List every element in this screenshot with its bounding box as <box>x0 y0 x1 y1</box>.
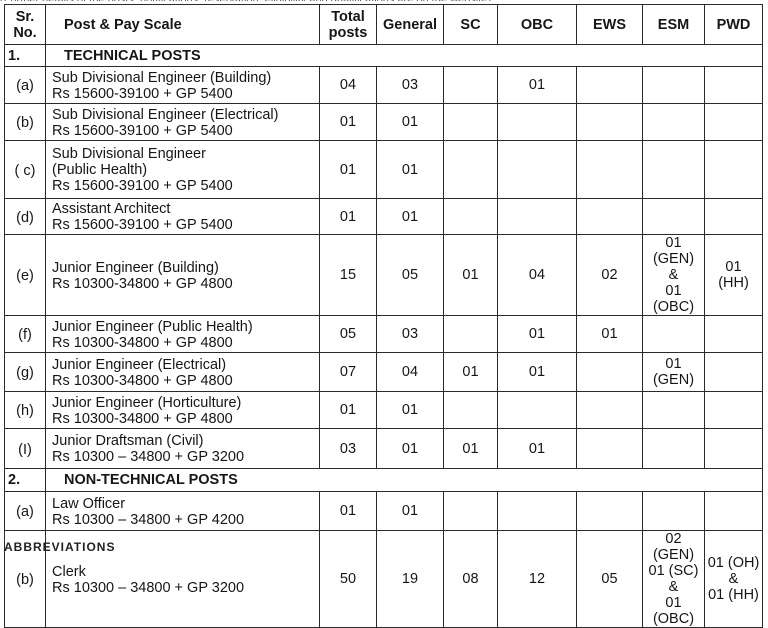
table-row <box>5 67 763 104</box>
table-row <box>5 141 763 199</box>
post-name: Sub Divisional Engineer <box>52 146 206 162</box>
sc-cell: 01 <box>444 429 498 469</box>
post-cell <box>46 316 320 353</box>
pay-scale: Rs 10300-34800 + GP 4800 <box>52 410 233 427</box>
post-name: Junior Engineer (Building) <box>52 259 219 276</box>
section-title: TECHNICAL POSTS <box>46 45 763 67</box>
post-cell <box>46 104 320 141</box>
pwd-cell-line: & <box>728 571 739 587</box>
general-cell: 19 <box>377 531 444 628</box>
post-cell <box>46 429 320 469</box>
col-header-post: Post & Pay Scale <box>46 5 320 45</box>
post-cell <box>46 67 320 104</box>
total-posts-cell: 01 <box>320 104 377 141</box>
ews-cell <box>577 392 643 429</box>
esm-cell <box>643 392 705 429</box>
pay-scale: Rs 10300 – 34800 + GP 3200 <box>52 449 245 465</box>
col-header-sc: SC <box>444 5 498 45</box>
obc-cell: 01 <box>498 316 577 353</box>
obc-cell: 01 <box>498 353 577 392</box>
esm-cell-line: 01 (OBC) <box>652 595 695 627</box>
obc-cell <box>498 141 577 199</box>
sc-cell: 01 <box>444 235 498 316</box>
sc-cell <box>444 492 498 531</box>
pwd-cell <box>705 392 763 429</box>
col-header-esm: ESM <box>643 5 705 45</box>
general-cell: 04 <box>377 353 444 392</box>
post-cell <box>46 141 320 199</box>
ews-cell: 02 <box>577 235 643 316</box>
general-cell: 03 <box>377 67 444 104</box>
total-posts-cell: 50 <box>320 531 377 628</box>
section-row <box>5 45 763 67</box>
ews-cell: 01 <box>577 316 643 353</box>
esm-cell <box>643 67 705 104</box>
obc-cell <box>498 492 577 531</box>
pay-scale: Rs 10300-34800 + GP 4800 <box>52 372 233 389</box>
post-cell <box>46 492 320 531</box>
col-header-pwd: PWD <box>705 5 763 45</box>
sc-cell: 01 <box>444 353 498 392</box>
ews-cell <box>577 141 643 199</box>
pwd-cell <box>705 316 763 353</box>
sc-cell <box>444 199 498 235</box>
esm-cell <box>643 199 705 235</box>
sr-no-cell: (I) <box>5 429 46 469</box>
total-posts-cell: 01 <box>320 392 377 429</box>
total-posts-cell: 07 <box>320 353 377 392</box>
general-cell: 01 <box>377 492 444 531</box>
total-posts-cell: 01 <box>320 492 377 531</box>
table-row <box>5 199 763 235</box>
section-title: NON-TECHNICAL POSTS <box>46 469 763 492</box>
col-header-obc: OBC <box>498 5 577 45</box>
esm-cell <box>643 104 705 141</box>
pay-scale: Rs 15600-39100 + GP 5400 <box>52 178 233 194</box>
ews-cell <box>577 429 643 469</box>
ews-cell <box>577 492 643 531</box>
total-posts-cell: 01 <box>320 141 377 199</box>
pay-scale: Rs 10300-34800 + GP 4800 <box>52 334 233 351</box>
esm-cell <box>643 316 705 353</box>
pwd-cell <box>705 429 763 469</box>
sr-no-cell: (a) <box>5 492 46 531</box>
pay-scale: Rs 10300 – 34800 + GP 4200 <box>52 511 245 528</box>
esm-cell <box>643 235 705 316</box>
post-name: Sub Divisional Engineer (Electrical) <box>52 106 279 123</box>
obc-cell: 12 <box>498 531 577 628</box>
sr-no-cell: (b) <box>5 531 46 628</box>
general-cell: 01 <box>377 429 444 469</box>
post-name: Junior Engineer (Electrical) <box>52 356 227 373</box>
table-row <box>5 353 763 392</box>
col-header-general: General <box>377 5 444 45</box>
post-name-line2: (Public Health) <box>52 162 148 178</box>
esm-cell-line: 01 (GEN) <box>652 235 695 267</box>
sr-no-cell: (d) <box>5 199 46 235</box>
obc-cell <box>498 104 577 141</box>
esm-cell <box>643 531 705 628</box>
post-cell <box>46 235 320 316</box>
post-cell <box>46 392 320 429</box>
ews-cell <box>577 353 643 392</box>
sr-no-cell: (h) <box>5 392 46 429</box>
sr-no-cell: (g) <box>5 353 46 392</box>
total-posts-cell: 04 <box>320 67 377 104</box>
obc-cell <box>498 392 577 429</box>
col-header-total: Total posts <box>320 5 377 45</box>
pwd-cell <box>705 141 763 199</box>
obc-cell: 04 <box>498 235 577 316</box>
post-name: Junior Engineer (Public Health) <box>52 318 253 335</box>
ews-cell <box>577 67 643 104</box>
general-cell: 05 <box>377 235 444 316</box>
obc-cell: 01 <box>498 429 577 469</box>
sr-no-cell: ( c) <box>5 141 46 199</box>
pay-scale: Rs 15600-39100 + GP 5400 <box>52 217 233 233</box>
table-row <box>5 429 763 469</box>
pwd-cell <box>705 104 763 141</box>
sr-no-cell: (b) <box>5 104 46 141</box>
pwd-cell-line: 01 <box>725 259 742 275</box>
post-name: Law Officer <box>52 495 126 512</box>
sc-cell <box>444 104 498 141</box>
esm-cell <box>643 492 705 531</box>
vacancy-table <box>4 4 763 628</box>
pwd-cell <box>705 353 763 392</box>
sr-no-cell: (a) <box>5 67 46 104</box>
table-row <box>5 492 763 531</box>
table-body <box>5 45 763 628</box>
pwd-cell-line: (HH) <box>718 275 749 291</box>
pay-scale: Rs 15600-39100 + GP 5400 <box>52 122 233 139</box>
table-row <box>5 316 763 353</box>
sc-cell <box>444 392 498 429</box>
ews-cell <box>577 104 643 141</box>
sc-cell: 08 <box>444 531 498 628</box>
section-row <box>5 469 763 492</box>
general-cell: 01 <box>377 104 444 141</box>
table-row <box>5 531 763 628</box>
obc-cell <box>498 199 577 235</box>
esm-cell <box>643 141 705 199</box>
table-row <box>5 235 763 316</box>
total-posts-cell: 03 <box>320 429 377 469</box>
col-header-sr: Sr. No. <box>5 5 46 45</box>
total-posts-cell: 05 <box>320 316 377 353</box>
esm-cell-line: 01 (OBC) <box>652 283 695 315</box>
sr-no-cell: (f) <box>5 316 46 353</box>
post-name: Junior Engineer (Horticulture) <box>52 394 242 411</box>
post-cell <box>46 199 320 235</box>
esm-cell-line: & <box>668 267 679 283</box>
esm-cell-line: 02 (GEN) <box>652 531 695 563</box>
general-cell: 01 <box>377 392 444 429</box>
pwd-cell <box>705 67 763 104</box>
table-row <box>5 392 763 429</box>
ews-cell: 05 <box>577 531 643 628</box>
pay-scale: Rs 10300 – 34800 + GP 3200 <box>52 579 245 596</box>
pwd-cell-line: 01 (HH) <box>708 587 759 603</box>
pwd-cell <box>705 531 763 628</box>
esm-cell-line: 01 (GEN) <box>652 356 695 388</box>
sr-no-cell: (e) <box>5 235 46 316</box>
obc-cell: 01 <box>498 67 577 104</box>
section-number: 1. <box>5 45 46 67</box>
general-cell: 01 <box>377 199 444 235</box>
sc-cell <box>444 141 498 199</box>
pwd-cell-line: 01 (OH) <box>707 555 760 571</box>
cropped-header-text <box>0 0 768 1</box>
general-cell: 01 <box>377 141 444 199</box>
post-name: Clerk <box>52 563 86 580</box>
ews-cell <box>577 199 643 235</box>
general-cell: 03 <box>377 316 444 353</box>
pay-scale: Rs 15600-39100 + GP 5400 <box>52 85 233 102</box>
section-number: 2. <box>5 469 46 492</box>
col-header-ews: EWS <box>577 5 643 45</box>
post-cell <box>46 353 320 392</box>
esm-cell <box>643 429 705 469</box>
pwd-cell <box>705 492 763 531</box>
abbreviations-heading: ABBREVIATIONS <box>4 540 116 554</box>
sc-cell <box>444 67 498 104</box>
total-posts-cell: 01 <box>320 199 377 235</box>
table-row <box>5 104 763 141</box>
pwd-cell <box>705 235 763 316</box>
esm-cell-line: 01 (SC) & <box>648 563 699 595</box>
total-posts-cell: 15 <box>320 235 377 316</box>
esm-cell <box>643 353 705 392</box>
post-name: Junior Draftsman (Civil) <box>52 433 204 449</box>
post-name: Assistant Architect <box>52 201 171 217</box>
sc-cell <box>444 316 498 353</box>
table-header-row <box>5 5 763 45</box>
pay-scale: Rs 10300-34800 + GP 4800 <box>52 275 233 292</box>
post-name: Sub Divisional Engineer (Building) <box>52 69 272 86</box>
pwd-cell <box>705 199 763 235</box>
